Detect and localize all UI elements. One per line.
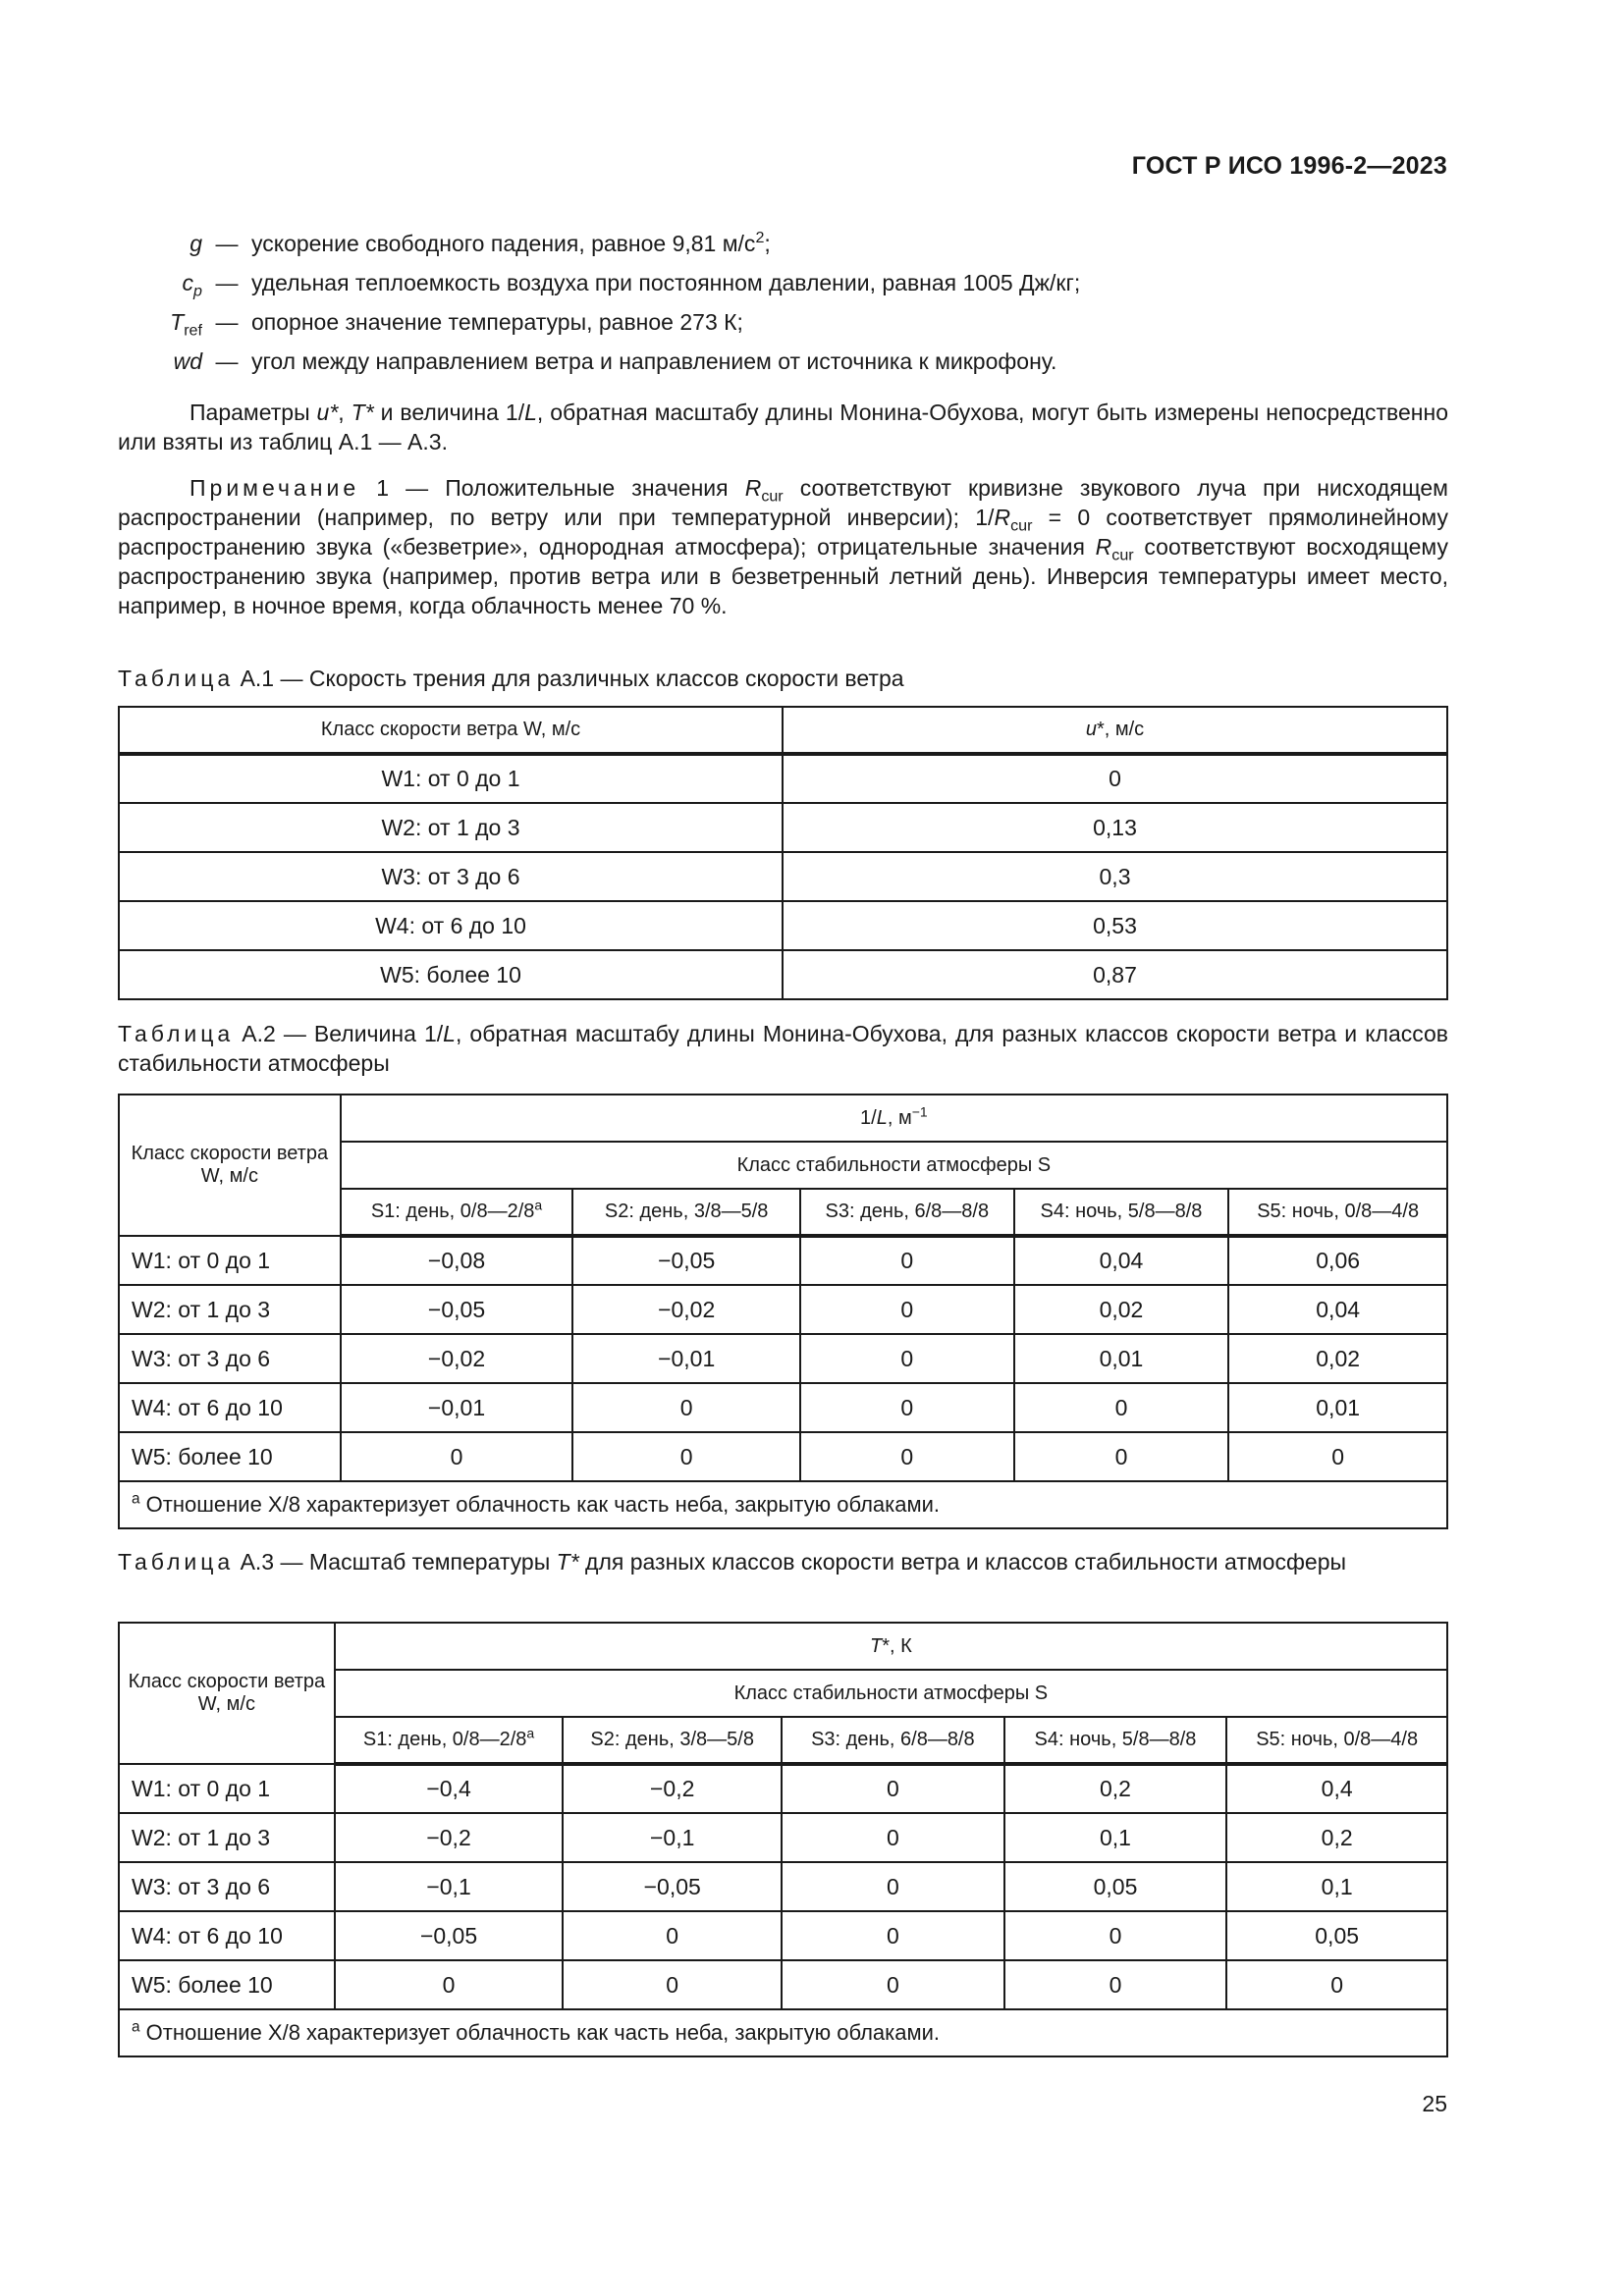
definition-text: опорное значение температуры, равное 273 К; <box>251 309 743 335</box>
definition-text: ускорение свободного падения, равное 9,81 $м/с^2$; <box>251 229 771 256</box>
table-a2-caption: Таблица А.2 — Величина 1/L, обратная масштабу длины Монина-Обухова, для разных классов скорости ветра и классов стабильности атмосферы <box>118 1021 1449 1076</box>
table-header-row <box>119 1623 1447 1670</box>
definition-row <box>147 231 1443 270</box>
definition-text: угол между направлением ветра и направлением от источника к микрофону. <box>251 348 1057 374</box>
column-header: S3: день, 6/8—8/8 <box>782 1717 1004 1764</box>
definition-row <box>147 348 1443 388</box>
table-row: W4: от 6 до 10 −0,05 0 0 0 0,05 <box>119 1911 1447 1960</box>
corner-header: Класс скорости ветра W, м/с <box>119 1623 335 1764</box>
table-row: W1: от 0 до 1 −0,08 −0,05 0 0,04 0,06 <box>119 1236 1447 1285</box>
table-row: W5: более 10 0,87 <box>119 950 1447 999</box>
table-footnote-row <box>119 2009 1447 2056</box>
table-row: W5: более 10 0 0 0 0 0 <box>119 1432 1447 1481</box>
table-row: W3: от 3 до 6 −0,02 −0,01 0 0,01 0,02 <box>119 1334 1447 1383</box>
column-header: S1: день, 0/8—2/8$^a$ <box>335 1717 564 1764</box>
note-label: Примечание <box>189 475 360 501</box>
definition-symbol: $c_p$ <box>182 270 202 300</box>
column-header: Класс скорости ветра W, м/с <box>119 707 783 754</box>
note-paragraph: Примечание 1 — Положительные значения $R_{cur}$ соответствуют кривизне звукового луча при нисходящем распространении (например, по ветру или при температурной инверсии); $1/R_{cur} = 0$ соответствует прямолинейному распространению звука («безветрие», однородная атмосфера); отрицательные значения $R_{cur}$ соответствуют восходящему распространению звука (например, против ветра или в безветренный летний день). Инверсия температуры имеет место, например, в ночное время, когда облачность менее 70 %. <box>118 475 1449 618</box>
column-header: S1: день, 0/8—2/8$^a$ <box>341 1189 573 1236</box>
table-row: W2: от 1 до 3 −0,05 −0,02 0 0,02 0,04 <box>119 1285 1447 1334</box>
definition-dash: — <box>215 270 239 295</box>
definition-row <box>147 309 1443 348</box>
column-header: S5: ночь, 0/8—4/8 <box>1226 1717 1447 1764</box>
definition-dash: — <box>215 231 239 256</box>
definition-symbol: g <box>189 231 202 256</box>
definition-symbol: $T_{ref}$ <box>170 309 202 340</box>
definition-dash: — <box>215 348 239 374</box>
table-a3 <box>118 1622 1448 2057</box>
table-row: W4: от 6 до 10 0,53 <box>119 901 1447 950</box>
table-footnote: $^a$ Отношение X/8 характеризует облачность как часть неба, закрытую облаками. <box>119 2009 1447 2056</box>
column-header: S2: день, 3/8—5/8 <box>572 1189 800 1236</box>
definitions-list <box>147 231 1443 388</box>
table-a1-caption: Таблица А.1 — Скорость трения для различных классов скорости ветра <box>118 666 904 691</box>
table-footnote-row <box>119 1481 1447 1528</box>
quantity-header: T*, К <box>335 1623 1447 1670</box>
table-row: W4: от 6 до 10 −0,01 0 0 0 0,01 <box>119 1383 1447 1432</box>
column-header: S3: день, 6/8—8/8 <box>800 1189 1014 1236</box>
table-row: W1: от 0 до 1 −0,4 −0,2 0 0,2 0,4 <box>119 1764 1447 1813</box>
definition-row <box>147 270 1443 309</box>
definition-dash: — <box>215 309 239 335</box>
parameters-paragraph: Параметры u*, T* и величина 1/L, обратная масштабу длины Монина-Обухова, могут быть измерены непосредственно или взяты из таблиц А.1 — А.3. <box>118 400 1449 454</box>
table-row: W2: от 1 до 3 0,13 <box>119 803 1447 852</box>
table-footnote: $^a$ Отношение X/8 характеризует облачность как часть неба, закрытую облаками. <box>119 1481 1447 1528</box>
definition-symbol: wd <box>173 348 202 374</box>
group-header: Класс стабильности атмосферы S <box>341 1142 1447 1189</box>
table-row: W5: более 10 0 0 0 0 0 <box>119 1960 1447 2009</box>
table-a1 <box>118 706 1448 1000</box>
table-header-row <box>119 1095 1447 1142</box>
table-a2 <box>118 1094 1448 1529</box>
definition-text: удельная теплоемкость воздуха при постоянном давлении, равная 1005 Дж/кг; <box>251 270 1081 295</box>
table-row: W3: от 3 до 6 0,3 <box>119 852 1447 901</box>
table-row: W2: от 1 до 3 −0,2 −0,1 0 0,1 0,2 <box>119 1813 1447 1862</box>
column-header: S2: день, 3/8—5/8 <box>563 1717 782 1764</box>
column-header: S5: ночь, 0/8—4/8 <box>1228 1189 1447 1236</box>
group-header: Класс стабильности атмосферы S <box>335 1670 1447 1717</box>
document-id: ГОСТ Р ИСО 1996-2—2023 <box>1131 152 1447 180</box>
column-header: S4: ночь, 5/8—8/8 <box>1014 1189 1229 1236</box>
table-header-row <box>119 707 1447 754</box>
corner-header: Класс скорости ветра W, м/с <box>119 1095 341 1236</box>
column-header: u*, м/с <box>783 707 1447 754</box>
table-row: W1: от 0 до 1 0 <box>119 754 1447 803</box>
table-a3-caption: Таблица А.3 — Масштаб температуры T* для разных классов скорости ветра и классов стабильности атмосферы <box>118 1549 1347 1575</box>
page-number: 25 <box>1422 2091 1447 2116</box>
column-header: S4: ночь, 5/8—8/8 <box>1004 1717 1227 1764</box>
table-row: W3: от 3 до 6 −0,1 −0,05 0 0,05 0,1 <box>119 1862 1447 1911</box>
quantity-header: 1/L, $м^{-1}$ <box>341 1095 1447 1142</box>
